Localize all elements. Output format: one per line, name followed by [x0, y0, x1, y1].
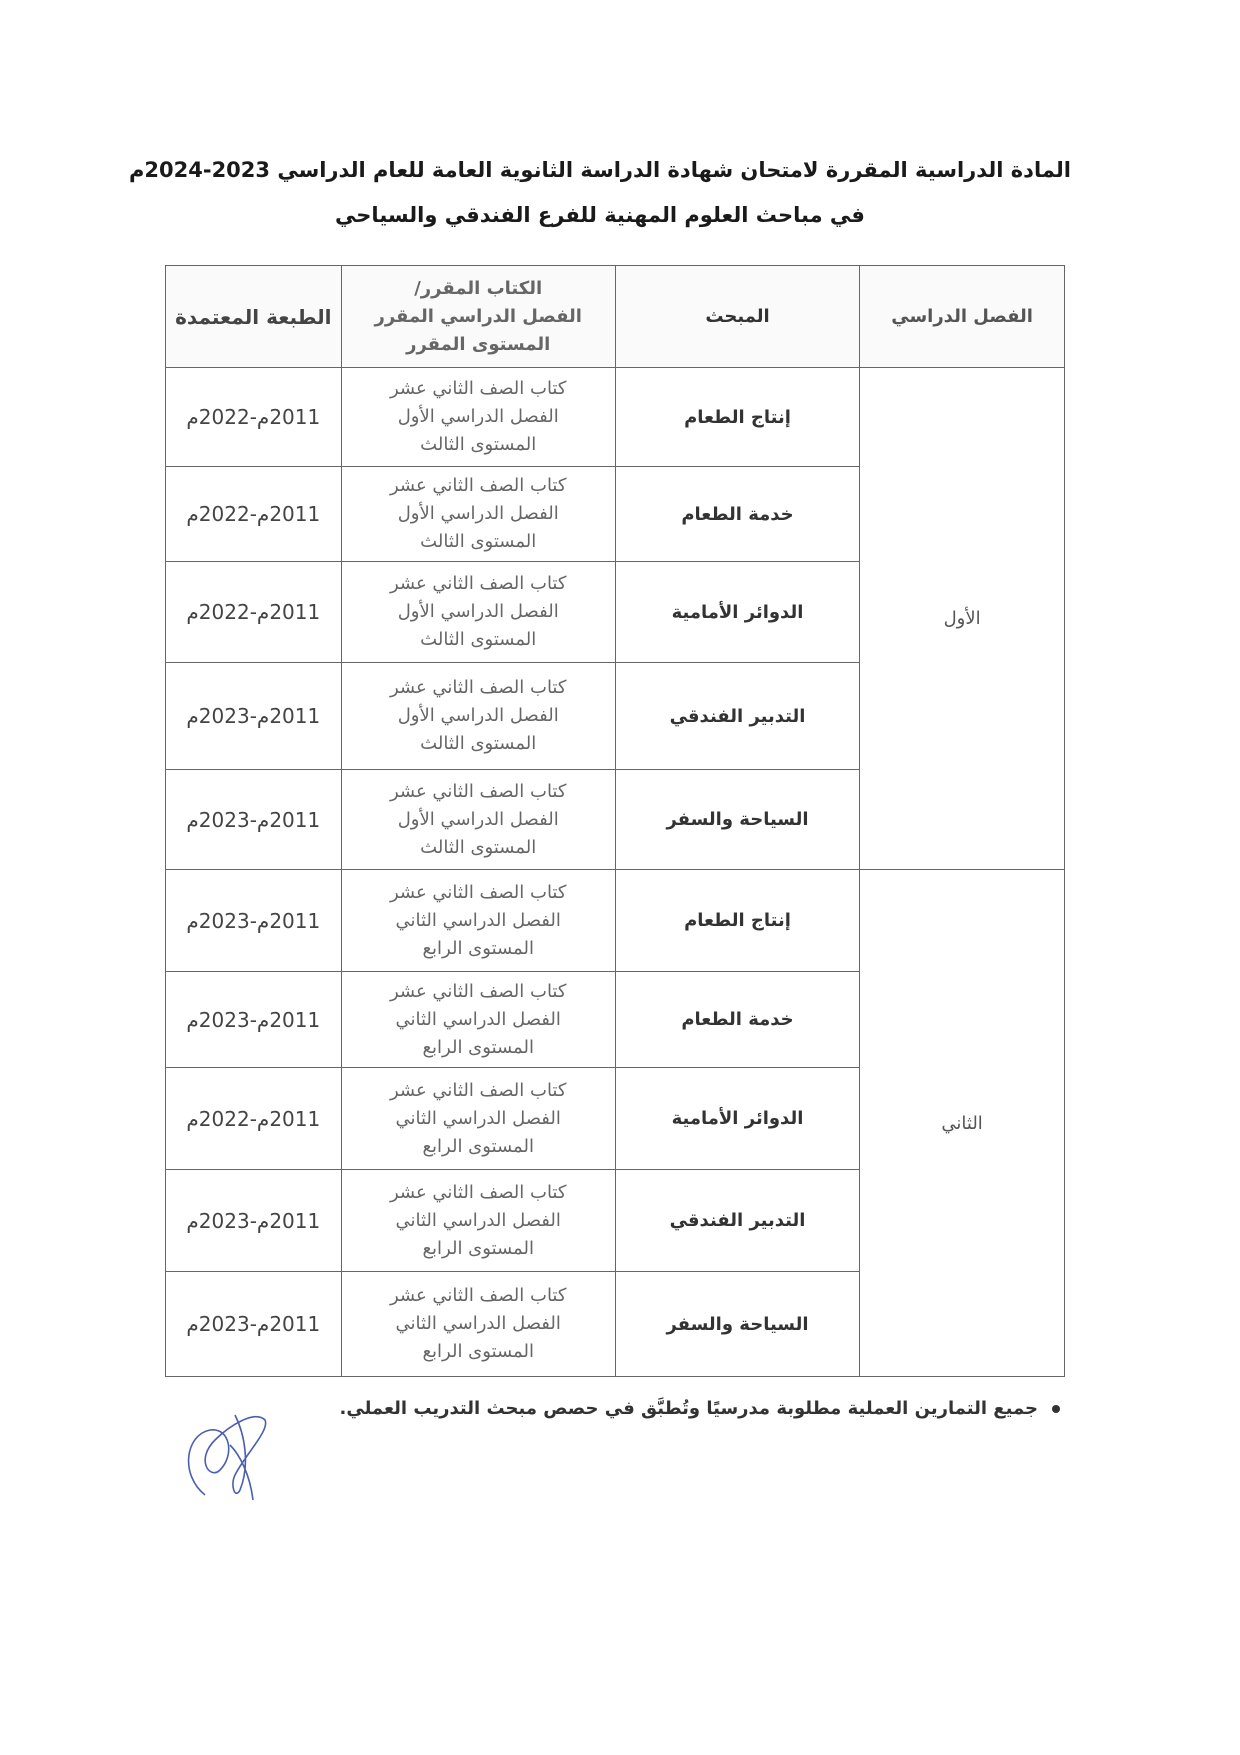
- book-line: كتاب الصف الثاني عشر: [389, 881, 567, 903]
- curriculum-table: [165, 265, 1065, 1377]
- book-line: الفصل الدراسي الثاني: [395, 1209, 561, 1231]
- book-line: الفصل الدراسي الثاني: [395, 909, 561, 931]
- semester-cell: الثاني: [860, 870, 1065, 1377]
- book-line: المستوى الرابع: [422, 1341, 534, 1362]
- header-book-line: الكتاب المقرر/: [414, 277, 543, 299]
- book-line: الفصل الدراسي الثاني: [395, 1008, 561, 1030]
- book-cell: [341, 467, 615, 562]
- edition-cell: 2011م-2022م: [166, 562, 342, 663]
- subject-cell: إنتاج الطعام: [615, 368, 859, 467]
- header-subject: المبحث: [615, 266, 859, 368]
- document-subtitle: في مباحث العلوم المهنية للفرع الفندقي والسياحي: [335, 203, 865, 227]
- book-line: الفصل الدراسي الأول: [397, 503, 559, 524]
- header-semester: الفصل الدراسي: [860, 266, 1065, 368]
- book-cell: [341, 1272, 615, 1377]
- book-cell: [341, 562, 615, 663]
- table-row: [166, 870, 1065, 972]
- subject-cell: السياحة والسفر: [615, 770, 859, 870]
- edition-cell: 2011م-2023م: [166, 663, 342, 770]
- book-line: كتاب الصف الثاني عشر: [389, 573, 567, 594]
- edition-cell: 2011م-2022م: [166, 368, 342, 467]
- header-book-line: المستوى المقرر: [406, 333, 551, 355]
- book-line: الفصل الدراسي الأول: [397, 601, 559, 622]
- book-line: كتاب الصف الثاني عشر: [389, 677, 567, 698]
- edition-cell: 2011م-2023م: [166, 770, 342, 870]
- table-row: [166, 368, 1065, 467]
- book-line: المستوى الثالث: [420, 629, 537, 650]
- subject-cell: خدمة الطعام: [615, 467, 859, 562]
- book-line: الفصل الدراسي الأول: [397, 406, 559, 427]
- semester-cell: الأول: [860, 368, 1065, 870]
- book-cell: [341, 870, 615, 972]
- subject-cell: التدبير الفندقي: [615, 1170, 859, 1272]
- header-book: [341, 266, 615, 368]
- edition-cell: 2011م-2023م: [166, 1170, 342, 1272]
- book-line: المستوى الرابع: [422, 1237, 534, 1259]
- subject-cell: التدبير الفندقي: [615, 663, 859, 770]
- book-line: المستوى الرابع: [422, 937, 534, 959]
- book-line: كتاب الصف الثاني عشر: [389, 780, 567, 802]
- book-line: المستوى الرابع: [422, 1135, 534, 1157]
- book-line: الفصل الدراسي الثاني: [395, 1107, 561, 1129]
- book-line: كتاب الصف الثاني عشر: [389, 1285, 567, 1306]
- book-cell: [341, 1068, 615, 1170]
- book-cell: [341, 770, 615, 870]
- book-line: المستوى الثالث: [420, 836, 537, 858]
- footnote: [340, 1398, 1060, 1419]
- edition-cell: 2011م-2022م: [166, 1068, 342, 1170]
- table-header-row: [166, 266, 1065, 368]
- book-line: كتاب الصف الثاني عشر: [389, 1181, 567, 1203]
- book-line: المستوى الثالث: [420, 434, 537, 455]
- book-line: المستوى الرابع: [422, 1036, 534, 1058]
- book-line: الفصل الدراسي الأول: [397, 808, 559, 830]
- book-cell: [341, 972, 615, 1068]
- book-line: الفصل الدراسي الأول: [397, 705, 559, 726]
- book-line: المستوى الثالث: [420, 531, 537, 552]
- book-line: الفصل الدراسي الثاني: [395, 1313, 561, 1334]
- edition-cell: 2011م-2023م: [166, 870, 342, 972]
- header-edition: الطبعة المعتمدة: [166, 266, 342, 368]
- book-cell: [341, 663, 615, 770]
- subject-cell: السياحة والسفر: [615, 1272, 859, 1377]
- book-line: كتاب الصف الثاني عشر: [389, 475, 567, 496]
- book-line: المستوى الثالث: [420, 733, 537, 754]
- subject-cell: إنتاج الطعام: [615, 870, 859, 972]
- book-line: كتاب الصف الثاني عشر: [389, 1079, 567, 1101]
- edition-cell: 2011م-2023م: [166, 1272, 342, 1377]
- book-cell: [341, 1170, 615, 1272]
- footnote-text: جميع التمارين العملية مطلوبة مدرسيًا وتُطبَّق في حصص مبحث التدريب العملي.: [339, 1398, 1038, 1419]
- subject-cell: الدوائر الأمامية: [615, 1068, 859, 1170]
- book-line: كتاب الصف الثاني عشر: [389, 378, 567, 399]
- book-line: كتاب الصف الثاني عشر: [389, 980, 567, 1002]
- subject-cell: خدمة الطعام: [615, 972, 859, 1068]
- document-title: المادة الدراسية المقررة لامتحان شهادة الدراسة الثانوية العامة للعام الدراسي 2023-2024م: [128, 158, 1072, 182]
- edition-cell: 2011م-2023م: [166, 972, 342, 1068]
- subject-cell: الدوائر الأمامية: [615, 562, 859, 663]
- edition-cell: 2011م-2022م: [166, 467, 342, 562]
- bullet-icon: [1052, 1405, 1060, 1413]
- header-book-line: الفصل الدراسي المقرر: [374, 305, 582, 327]
- book-cell: [341, 368, 615, 467]
- signature: [175, 1405, 285, 1505]
